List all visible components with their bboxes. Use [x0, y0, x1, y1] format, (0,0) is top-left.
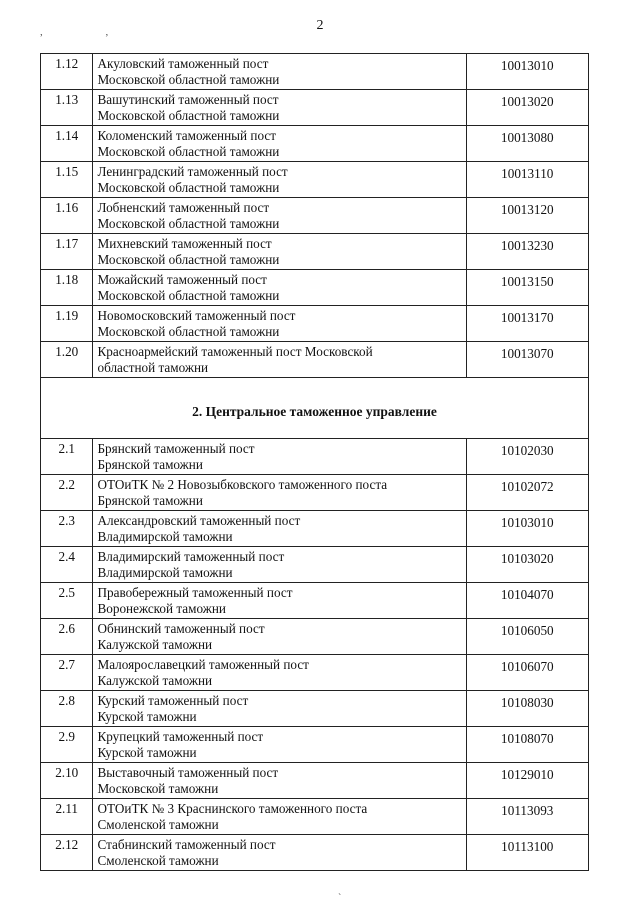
customs-office-name: Калужской таможни — [97, 673, 213, 688]
post-code-cell — [466, 547, 588, 583]
post-name-cell — [93, 198, 466, 234]
post-name-cell — [93, 342, 466, 378]
post-code-cell — [466, 162, 588, 198]
row-number: 1.12 — [41, 54, 93, 90]
post-name: Акуловский таможенный пост — [97, 56, 269, 71]
post-name-cell — [93, 763, 466, 799]
post-name: ОТОиТК № 3 Краснинского таможенного поста — [97, 801, 368, 816]
post-code-cell — [466, 90, 588, 126]
customs-office-name: Смоленской таможни — [97, 853, 219, 868]
table-part-2 — [41, 439, 589, 871]
customs-office-name: Московской областной таможни — [97, 108, 280, 123]
post-name: Можайский таможенный пост — [97, 272, 267, 287]
table-row — [41, 439, 589, 475]
post-code-cell — [466, 342, 588, 378]
post-name: ОТОиТК № 2 Новозыбковского таможенного поста — [97, 477, 388, 492]
table-row — [41, 547, 589, 583]
post-name-cell — [93, 799, 466, 835]
row-number: 2.8 — [41, 691, 93, 727]
customs-office-name: Московской областной таможни — [97, 288, 280, 303]
table-row — [41, 763, 589, 799]
table-row — [41, 54, 589, 90]
post-name-cell — [93, 511, 466, 547]
post-code: 10013080 — [500, 130, 554, 145]
post-code-cell — [466, 306, 588, 342]
row-number: 1.14 — [41, 126, 93, 162]
section-header-row-group — [41, 378, 589, 439]
post-code-cell — [466, 691, 588, 727]
post-name: Александровский таможенный пост — [97, 513, 301, 528]
post-code: 10102030 — [500, 443, 554, 458]
row-number: 2.9 — [41, 727, 93, 763]
post-code-cell — [466, 270, 588, 306]
row-number: 1.19 — [41, 306, 93, 342]
post-name: Обнинский таможенный пост — [97, 621, 265, 636]
customs-office-name: Владимирской таможни — [97, 529, 233, 544]
post-name-cell — [93, 306, 466, 342]
post-code-cell — [466, 475, 588, 511]
customs-office-name: Курской таможни — [97, 745, 197, 760]
row-number: 1.18 — [41, 270, 93, 306]
customs-office-name: Калужской таможни — [97, 637, 213, 652]
table-row — [41, 90, 589, 126]
table-row — [41, 619, 589, 655]
table-row — [41, 198, 589, 234]
post-code: 10102072 — [500, 479, 554, 494]
post-name-cell — [93, 54, 466, 90]
customs-office-name: Курской таможни — [97, 709, 197, 724]
post-name: Малоярославецкий таможенный пост — [97, 657, 309, 672]
post-code: 10013070 — [500, 346, 554, 361]
customs-office-name: Московской областной таможни — [97, 216, 280, 231]
post-code: 10108030 — [500, 695, 554, 710]
post-name-cell — [93, 162, 466, 198]
post-name: Лобненский таможенный пост — [97, 200, 270, 215]
post-code: 10013020 — [500, 94, 554, 109]
table-row — [41, 270, 589, 306]
post-name-cell — [93, 547, 466, 583]
table-row — [41, 583, 589, 619]
row-number: 2.6 — [41, 619, 93, 655]
row-number: 1.16 — [41, 198, 93, 234]
post-name: Выставочный таможенный пост — [97, 765, 279, 780]
post-name: Ленинградский таможенный пост — [97, 164, 288, 179]
row-number: 2.3 — [41, 511, 93, 547]
post-code: 10013120 — [500, 202, 554, 217]
row-number: 2.7 — [41, 655, 93, 691]
row-number: 2.5 — [41, 583, 93, 619]
scan-mark-bottom: ` — [338, 893, 342, 904]
post-code-cell — [466, 799, 588, 835]
post-code-cell — [466, 655, 588, 691]
post-code: 10106070 — [500, 659, 554, 674]
post-name-cell — [93, 583, 466, 619]
post-code-cell — [466, 439, 588, 475]
row-number: 1.13 — [41, 90, 93, 126]
row-number: 2.2 — [41, 475, 93, 511]
customs-office-name: Московской областной таможни — [97, 252, 280, 267]
row-number: 2.1 — [41, 439, 93, 475]
row-number: 1.17 — [41, 234, 93, 270]
table-row — [41, 511, 589, 547]
post-code-cell — [466, 583, 588, 619]
post-name: Брянский таможенный пост — [97, 441, 255, 456]
post-name-cell — [93, 691, 466, 727]
post-code: 10104070 — [500, 587, 554, 602]
post-code: 10013170 — [500, 310, 554, 325]
post-name: Крупецкий таможенный пост — [97, 729, 264, 744]
customs-office-name: Московской таможни — [97, 781, 219, 796]
post-name: Новомосковский таможенный пост — [97, 308, 296, 323]
post-code: 10013110 — [501, 166, 554, 181]
customs-office-name: Брянской таможни — [97, 493, 203, 508]
page-number: 2 — [316, 18, 324, 33]
customs-office-name: Московской областной таможни — [97, 180, 280, 195]
post-name-cell — [93, 655, 466, 691]
post-code-cell — [466, 126, 588, 162]
customs-posts-table — [40, 53, 589, 871]
table-row — [41, 126, 589, 162]
table-row — [41, 162, 589, 198]
post-name: Правобережный таможенный пост — [97, 585, 293, 600]
post-name: Михневский таможенный пост — [97, 236, 272, 251]
post-name: Владимирский таможенный пост — [97, 549, 285, 564]
customs-office-name: областной таможни — [97, 360, 209, 375]
post-name: Стабнинский таможенный пост — [97, 837, 276, 852]
post-code-cell — [466, 54, 588, 90]
row-number: 2.11 — [41, 799, 93, 835]
table-row — [41, 799, 589, 835]
post-name: Курский таможенный пост — [97, 693, 249, 708]
post-code: 10103010 — [500, 515, 554, 530]
customs-office-name: Московской областной таможни — [97, 324, 280, 339]
table-part-1 — [41, 54, 589, 378]
post-code: 10129010 — [500, 767, 554, 782]
post-name-cell — [93, 439, 466, 475]
post-name-cell — [93, 727, 466, 763]
table-row — [41, 342, 589, 378]
table-row — [41, 475, 589, 511]
post-name-cell — [93, 126, 466, 162]
table-row — [41, 727, 589, 763]
post-code-cell — [466, 511, 588, 547]
scan-marks: , , — [40, 26, 139, 38]
customs-office-name: Брянской таможни — [97, 457, 203, 472]
customs-office-name: Смоленской таможни — [97, 817, 219, 832]
post-name-cell — [93, 835, 466, 871]
customs-office-name: Воронежской таможни — [97, 601, 226, 616]
post-code: 10013010 — [500, 58, 554, 73]
post-code: 10108070 — [500, 731, 554, 746]
post-code-cell — [466, 198, 588, 234]
post-code: 10103020 — [500, 551, 554, 566]
post-code-cell — [466, 234, 588, 270]
table-row — [41, 835, 589, 871]
table-row — [41, 655, 589, 691]
post-code: 10113100 — [501, 839, 554, 854]
post-name-cell — [93, 270, 466, 306]
row-number: 2.12 — [41, 835, 93, 871]
table-row — [41, 234, 589, 270]
post-code: 10106050 — [500, 623, 554, 638]
row-number: 2.4 — [41, 547, 93, 583]
post-code: 10013150 — [500, 274, 554, 289]
post-code: 10113093 — [501, 803, 554, 818]
row-number: 2.10 — [41, 763, 93, 799]
post-name-cell — [93, 475, 466, 511]
customs-office-name: Московской областной таможни — [97, 72, 280, 87]
post-code-cell — [466, 763, 588, 799]
table-row — [41, 306, 589, 342]
post-name: Вашутинский таможенный пост — [97, 92, 279, 107]
post-code-cell — [466, 727, 588, 763]
post-code: 10013230 — [500, 238, 554, 253]
post-name: Коломенский таможенный пост — [97, 128, 276, 143]
post-name-cell — [93, 90, 466, 126]
post-code-cell — [466, 835, 588, 871]
section-2-title: 2. Центральное таможенное управление — [41, 378, 589, 439]
section-header-row — [41, 378, 589, 439]
post-name-cell — [93, 234, 466, 270]
customs-office-name: Московской областной таможни — [97, 144, 280, 159]
row-number: 1.15 — [41, 162, 93, 198]
post-name-cell — [93, 619, 466, 655]
post-code-cell — [466, 619, 588, 655]
table-row — [41, 691, 589, 727]
row-number: 1.20 — [41, 342, 93, 378]
post-name: Красноармейский таможенный пост Московской — [97, 344, 373, 359]
customs-office-name: Владимирской таможни — [97, 565, 233, 580]
